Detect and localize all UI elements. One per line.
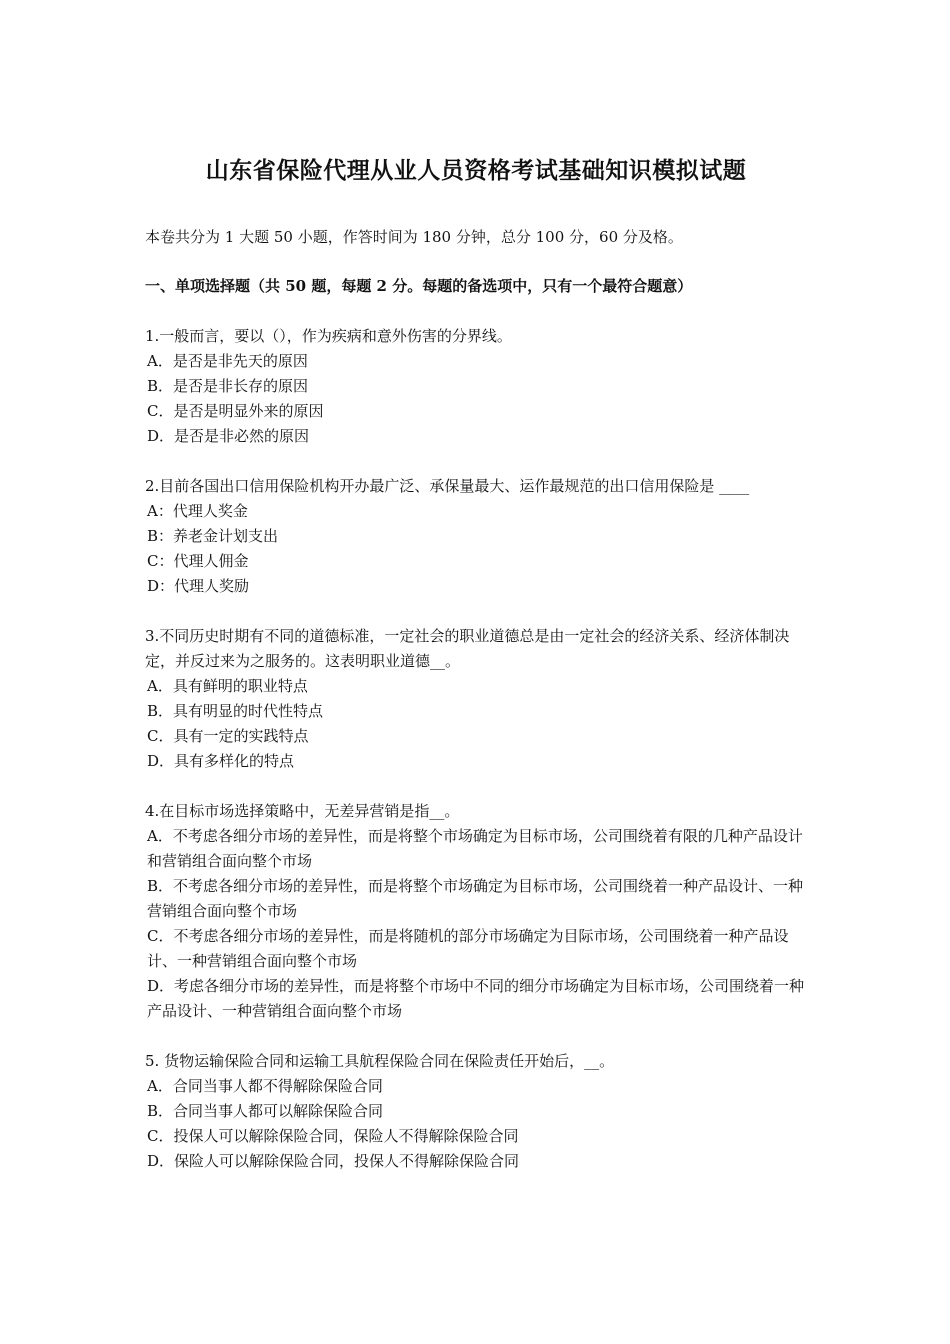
question-list <box>145 324 807 1199</box>
option-b: B．不考虑各细分市场的差异性，而是将整个市场确定为目标市场，公司围绕着一种产品设计、一种营销组合面向整个市场 <box>147 877 804 920</box>
option-a: A．是否是非先天的原因 <box>147 352 308 370</box>
document-title: 山东省保险代理从业人员资格考试基础知识模拟试题 <box>205 157 747 184</box>
option-d: D．具有多样化的特点 <box>147 752 295 770</box>
option-a: A．不考虑各细分市场的差异性，而是将整个市场确定为目标市场，公司围绕着有限的几种产品设计和营销组合面向整个市场 <box>147 827 803 870</box>
option-c: C．是否是明显外来的原因 <box>147 402 324 420</box>
question-2 <box>145 474 807 599</box>
option-c: C：代理人佣金 <box>147 552 249 570</box>
question-stem: 3.不同历史时期有不同的道德标准，一定社会的职业道德总是由一定社会的经济关系、经济体制决定，并反过来为之服务的。这表明职业道德__。 <box>145 627 790 670</box>
option-b: B：养老金计划支出 <box>147 527 279 545</box>
question-4 <box>145 799 807 1024</box>
option-c: C．投保人可以解除保险合同，保险人不得解除保险合同 <box>147 1127 519 1145</box>
option-d: D．是否是非必然的原因 <box>147 427 310 445</box>
question-1 <box>145 324 807 449</box>
question-stem: 5. 货物运输保险合同和运输工具航程保险合同在保险责任开始后，__。 <box>145 1052 615 1070</box>
option-b: B．具有明显的时代性特点 <box>147 702 324 720</box>
option-b: B．合同当事人都可以解除保险合同 <box>147 1102 384 1120</box>
option-d: D：代理人奖励 <box>147 577 250 595</box>
option-a: A：代理人奖金 <box>147 502 248 520</box>
question-stem: 2.目前各国出口信用保险机构开办最广泛、承保量最大、运作最规范的出口信用保险是 ____ <box>145 477 750 495</box>
exam-instructions: 本卷共分为 1 大题 50 小题，作答时间为 180 分钟，总分 100 分，60 分及格。 <box>145 228 683 246</box>
option-c: C．不考虑各细分市场的差异性，而是将随机的部分市场确定为目际市场，公司围绕着一种产品设计、一种营销组合面向整个市场 <box>147 927 789 970</box>
option-d: D．保险人可以解除保险合同，投保人不得解除保险合同 <box>147 1152 520 1170</box>
option-b: B．是否是非长存的原因 <box>147 377 309 395</box>
option-a: A．合同当事人都不得解除保险合同 <box>147 1077 383 1095</box>
option-c: C．具有一定的实践特点 <box>147 727 309 745</box>
question-5 <box>145 1049 807 1174</box>
option-d: D．考虑各细分市场的差异性，而是将整个市场中不同的细分市场确定为目标市场，公司围绕着一种产品设计、一种营销组合面向整个市场 <box>147 977 805 1020</box>
question-3 <box>145 624 807 774</box>
question-stem: 4.在目标市场选择策略中，无差异营销是指__。 <box>145 802 460 820</box>
question-stem: 1.一般而言，要以（），作为疾病和意外伤害的分界线。 <box>145 327 512 345</box>
option-a: A．具有鲜明的职业特点 <box>147 677 308 695</box>
section-heading: 一、单项选择题（共 50 题，每题 2 分。每题的备选项中，只有一个最符合题意） <box>145 277 693 295</box>
